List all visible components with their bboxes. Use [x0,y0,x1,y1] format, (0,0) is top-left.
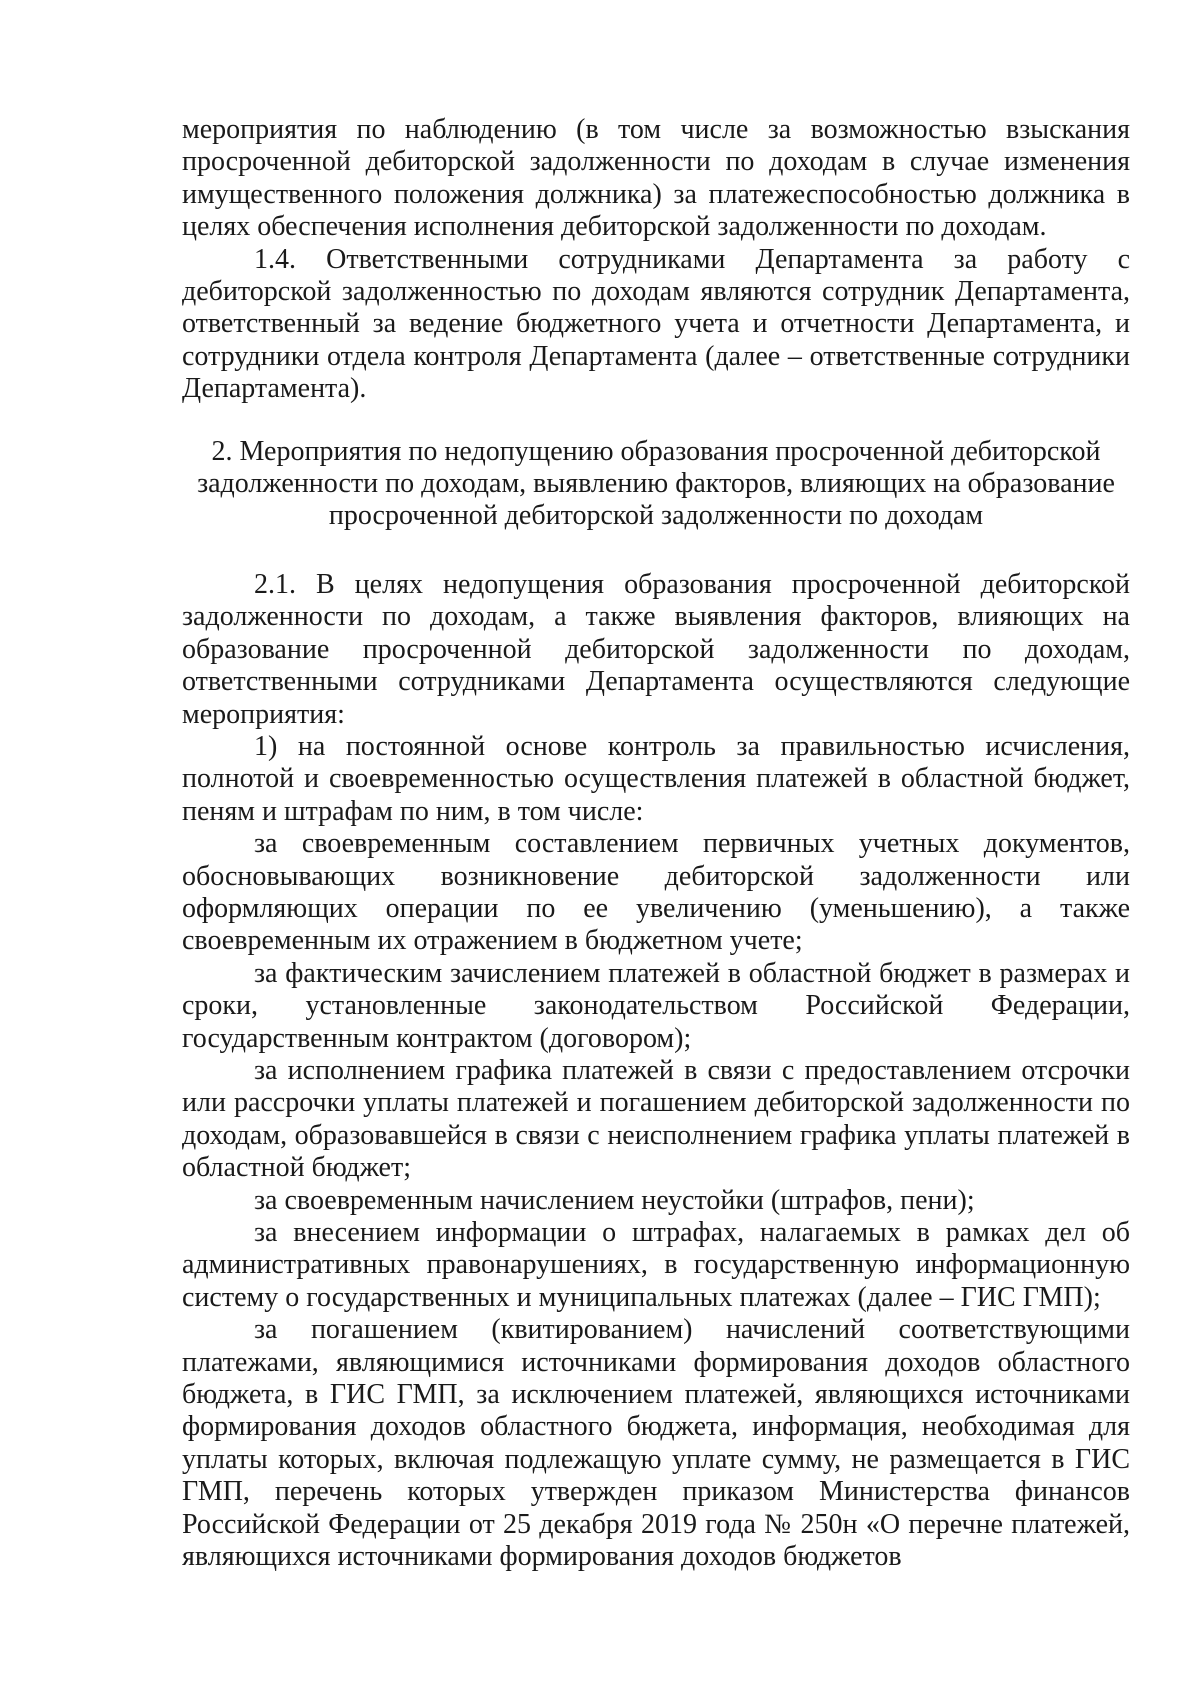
sub-item-gis-gmp-reconciliation: за погашением (квитированием) начислений соответствующими платежами, являющимися источниками формирования доходов областного бюджета, в ГИС ГМП, за исключением платежей, являющихся источниками формирования доходов областного бюджета, информация, необходимая для уплаты которых, включая подлежащую уплате сумму, не размещается в ГИС ГМП, перечень которых утвержден приказом Министерства финансов Российской Федерации от 25 декабря 2019 года № 250н «О перечне платежей, являющихся источниками формирования доходов бюджетов [182,1314,1130,1573]
sub-item-gis-gmp-fines: за внесением информации о штрафах, налагаемых в рамках дел об административных правонарушениях, в государственную информационную систему о государственных и муниципальных платежах (далее – ГИС ГМП); [182,1217,1130,1313]
paragraph-2-1-intro: 2.1. В целях недопущения образования просроченной дебиторской задолженности по доходам, а также выявления факторов, влияющих на образование просроченной дебиторской задолженности по доходам, ответственными сотрудниками Департамента осуществляются следующие мероприятия: [182,568,1130,730]
spacer [182,406,1130,436]
sub-item-payment-schedule: за исполнением графика платежей в связи с предоставлением отсрочки или рассрочки уплаты платежей и погашением дебиторской задолженности по доходам, образовавшейся в связи с неисполнением графика уплаты платежей в областной бюджет; [182,1054,1130,1184]
document-body [182,114,1130,1573]
sub-item-primary-documents: за своевременным составлением первичных учетных документов, обосновывающих возникновение дебиторской задолженности или оформляющих операции по ее увеличению (уменьшению), а также своевременным их отражением в бюджетном учете; [182,828,1130,957]
paragraph-1-4-responsible-staff: 1.4. Ответственными сотрудниками Департамента за работу с дебиторской задолженностью по доходам являются сотрудник Департамента, ответственный за ведение бюджетного учета и отчетности Департамента, и сотрудники отдела контроля Департамента (далее – ответственные сотрудники Департамента). [182,243,1130,405]
list-item-1-control: 1) на постоянной основе контроль за правильностью исчисления, полнотой и своевременностью осуществления платежей в областной бюджет, пеням и штрафам по ним, в том числе: [182,730,1130,827]
section-2-heading: 2. Мероприятия по недопущению образования просроченной дебиторской задолженности по доходам, выявлению факторов, влияющих на образование просроченной дебиторской задолженности по доходам [197,435,1115,532]
sub-item-actual-crediting: за фактическим зачислением платежей в областной бюджет в размерах и сроки, установленные законодательством Российской Федерации, государственным контрактом (договором); [182,957,1130,1054]
spacer [182,533,1130,569]
sub-item-penalty-accrual: за своевременным начислением неустойки (штрафов, пени); [254,1184,975,1216]
paragraph-monitoring-continuation: мероприятия по наблюдению (в том числе за возможностью взыскания просроченной дебиторской задолженности по доходам в случае изменения имущественного положения должника) за платежеспособностью должника в целях обеспечения исполнения дебиторской задолженности по доходам. [182,114,1130,243]
